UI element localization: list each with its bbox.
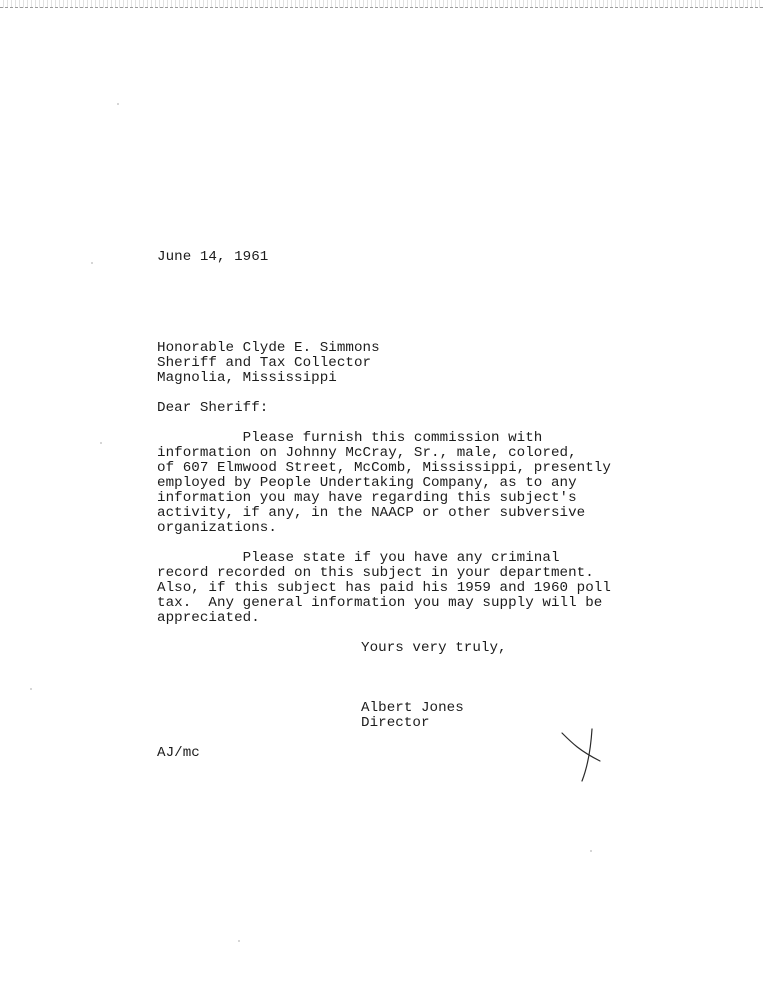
salutation: Dear Sheriff: (157, 400, 269, 416)
paper-speck (117, 103, 119, 105)
paragraph1-line: Please furnish this commission with (157, 430, 543, 446)
check-mark-icon (556, 725, 616, 785)
paper-speck (590, 850, 592, 852)
paper-speck (91, 262, 93, 264)
paragraph1-line: information on Johnny McCray, Sr., male, colored, (157, 445, 577, 461)
paper-speck (30, 688, 32, 690)
paper-speck (238, 940, 240, 942)
paragraph2-line: record recorded on this subject in your department. (157, 565, 594, 581)
paragraph1-line: organizations. (157, 520, 277, 536)
paragraph2-line: appreciated. (157, 610, 260, 626)
recipient-name: Honorable Clyde E. Simmons (157, 340, 380, 356)
signer-name: Albert Jones (361, 700, 464, 716)
paragraph2-line: Please state if you have any criminal (157, 550, 560, 566)
letter-date: June 14, 1961 (157, 249, 269, 265)
signer-title: Director (361, 715, 430, 731)
paragraph1-line: of 607 Elmwood Street, McComb, Mississippi, presently (157, 460, 611, 476)
page-top-edge (0, 0, 763, 8)
paragraph1-line: activity, if any, in the NAACP or other subversive (157, 505, 586, 521)
recipient-location: Magnolia, Mississippi (157, 370, 337, 386)
paragraph2-line: Also, if this subject has paid his 1959 and 1960 poll (157, 580, 611, 596)
paragraph2-line: tax. Any general information you may supply will be (157, 595, 603, 611)
recipient-title: Sheriff and Tax Collector (157, 355, 372, 371)
paragraph1-line: employed by People Undertaking Company, as to any (157, 475, 577, 491)
closing: Yours very truly, (361, 640, 507, 656)
paragraph1-line: information you may have regarding this subject's (157, 490, 577, 506)
typist-initials: AJ/mc (157, 745, 200, 761)
paper-speck (100, 442, 102, 444)
